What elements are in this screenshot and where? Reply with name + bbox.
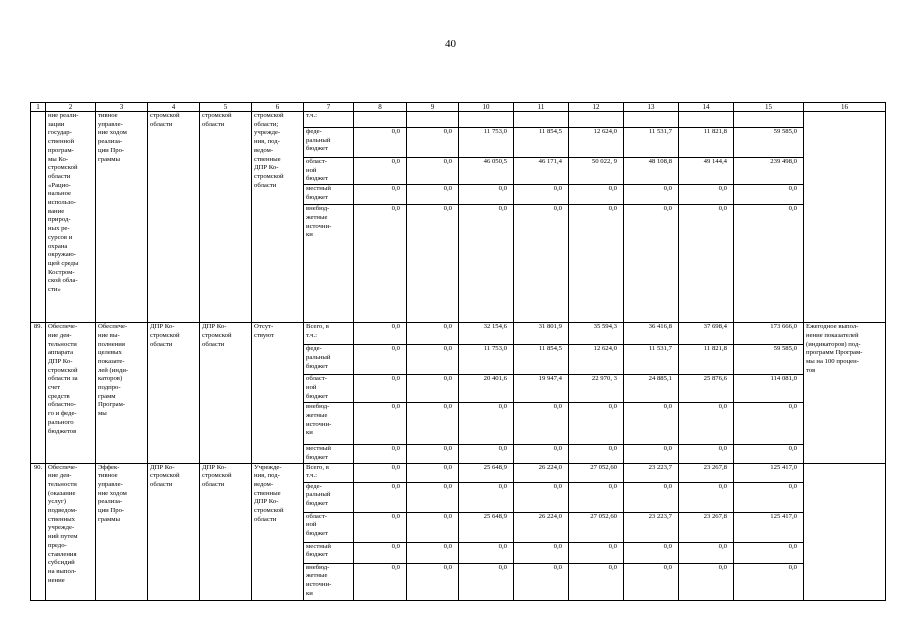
value-cell: 11 854,5	[514, 345, 569, 375]
value-cell: 0,0	[407, 482, 459, 512]
column-header: 16	[804, 103, 886, 112]
value-cell: 0,0	[459, 482, 514, 512]
value-cell: 0,0	[569, 482, 624, 512]
value-cell: 20 401,6	[459, 375, 514, 403]
funding-source-cell: Всего, в т.ч.:	[304, 323, 354, 345]
table-row	[31, 463, 886, 482]
value-cell: 0,0	[569, 542, 624, 563]
value-cell: 0,0	[407, 542, 459, 563]
result-cell: Ежегодное выпол- нение показателей (индикаторов) под- программ Програм- мы на 100 процен- тов	[804, 323, 886, 463]
value-cell: 0,0	[407, 205, 459, 323]
value-cell: 0,0	[624, 542, 679, 563]
participants-cell: Отсут- ствуют	[252, 323, 304, 463]
value-cell: 0,0	[459, 403, 514, 445]
value-cell: 35 594,3	[569, 323, 624, 345]
responsible-cell: стромской области	[148, 112, 200, 323]
value-cell: 46 050,5	[459, 158, 514, 185]
funding-source-cell: т.ч.:	[304, 112, 354, 128]
value-cell: 0,0	[624, 403, 679, 445]
value-cell: 0,0	[514, 185, 569, 205]
value-cell	[679, 112, 734, 128]
value-cell	[459, 112, 514, 128]
value-cell	[407, 112, 459, 128]
column-header: 11	[514, 103, 569, 112]
value-cell: 12 624,0	[569, 345, 624, 375]
value-cell: 46 171,4	[514, 158, 569, 185]
value-cell: 49 144,4	[679, 158, 734, 185]
column-header: 1	[31, 103, 46, 112]
header-row	[31, 103, 886, 112]
column-header: 7	[304, 103, 354, 112]
value-cell: 0,0	[679, 403, 734, 445]
value-cell: 0,0	[734, 563, 804, 600]
value-cell: 0,0	[624, 482, 679, 512]
value-cell: 0,0	[679, 563, 734, 600]
value-cell: 50 022, 9	[569, 158, 624, 185]
value-cell: 23 267,8	[679, 512, 734, 542]
value-cell: 11 821,8	[679, 345, 734, 375]
page-number: 40	[445, 38, 456, 50]
value-cell: 0,0	[514, 563, 569, 600]
funding-source-cell: местный бюджет	[304, 542, 354, 563]
row-number-cell: 89.	[31, 323, 46, 463]
value-cell: 0,0	[679, 542, 734, 563]
funding-source-cell: феде- ральный бюджет	[304, 345, 354, 375]
funding-source-cell: внебюд- жетные источни- ки	[304, 403, 354, 445]
value-cell: 0,0	[569, 445, 624, 463]
value-cell: 0,0	[569, 563, 624, 600]
value-cell: 0,0	[624, 205, 679, 323]
budget-table	[30, 102, 886, 601]
table-row	[31, 323, 886, 345]
value-cell: 0,0	[514, 403, 569, 445]
result-cell	[804, 112, 886, 323]
value-cell: 0,0	[354, 185, 407, 205]
event-name-cell: ние реали- зации государ- ственной програм- мы Ко- стромской области «Рацио- нальное использо- вание природ- ных ре- сурсов и охрана окружаю- щей среды Костром- ской обла- сти»	[46, 112, 96, 323]
value-cell	[734, 112, 804, 128]
value-cell: 0,0	[407, 345, 459, 375]
column-header: 6	[252, 103, 304, 112]
value-cell: 0,0	[407, 445, 459, 463]
value-cell: 36 416,8	[624, 323, 679, 345]
event-name-cell: Обеспече- ние дея- тельности аппарата ДПР Ко- стромской области за счет средств областно- го и феде- рального бюджетов	[46, 323, 96, 463]
value-cell: 173 666,0	[734, 323, 804, 345]
row-number-cell: 90.	[31, 463, 46, 600]
row-number-cell	[31, 112, 46, 323]
column-header: 3	[96, 103, 148, 112]
value-cell: 0,0	[354, 128, 407, 158]
value-cell: 24 885,1	[624, 375, 679, 403]
goal-cell: Обеспече- ние вы- полнения целевых показате- лей (инди- каторов) подпро- грамм Програм- мы	[96, 323, 148, 463]
value-cell: 22 970, 3	[569, 375, 624, 403]
value-cell: 0,0	[514, 205, 569, 323]
participants-cell: Учрежде- ния, под- ведом- ственные ДПР Ко- стромской области	[252, 463, 304, 600]
value-cell: 0,0	[679, 482, 734, 512]
value-cell: 59 585,0	[734, 345, 804, 375]
column-header: 4	[148, 103, 200, 112]
value-cell: 0,0	[459, 185, 514, 205]
value-cell: 11 531,7	[624, 345, 679, 375]
value-cell: 0,0	[354, 403, 407, 445]
column-header: 12	[569, 103, 624, 112]
participants-cell: стромской области; учрежде- ния, под- ведом- ственные ДПР Ко- стромской области	[252, 112, 304, 323]
value-cell: 0,0	[679, 185, 734, 205]
value-cell: 0,0	[354, 375, 407, 403]
column-header: 14	[679, 103, 734, 112]
value-cell: 0,0	[354, 563, 407, 600]
value-cell: 59 585,0	[734, 128, 804, 158]
coordinator-cell: ДПР Ко- стромской области	[200, 463, 252, 600]
value-cell: 0,0	[354, 323, 407, 345]
value-cell: 0,0	[734, 403, 804, 445]
funding-source-cell: Всего, в т.ч.:	[304, 463, 354, 482]
value-cell: 23 223,7	[624, 463, 679, 482]
value-cell: 0,0	[514, 482, 569, 512]
value-cell: 0,0	[734, 445, 804, 463]
value-cell: 12 624,0	[569, 128, 624, 158]
value-cell: 0,0	[407, 375, 459, 403]
funding-source-cell: местный бюджет	[304, 185, 354, 205]
column-header: 9	[407, 103, 459, 112]
funding-source-cell: област- ной бюджет	[304, 375, 354, 403]
responsible-cell: ДПР Ко- стромской области	[148, 463, 200, 600]
value-cell: 23 223,7	[624, 512, 679, 542]
value-cell: 0,0	[624, 563, 679, 600]
value-cell: 0,0	[407, 158, 459, 185]
value-cell: 37 698,4	[679, 323, 734, 345]
column-header: 10	[459, 103, 514, 112]
value-cell: 27 052,60	[569, 512, 624, 542]
value-cell: 0,0	[407, 463, 459, 482]
goal-cell: Эффек- тивное управле- ние ходом реализа- ции Про- граммы	[96, 463, 148, 600]
value-cell: 25 648,9	[459, 512, 514, 542]
funding-source-cell: внебюд- жетные источни- ки	[304, 205, 354, 323]
table-row	[31, 112, 886, 128]
value-cell: 0,0	[354, 512, 407, 542]
value-cell: 26 224,0	[514, 463, 569, 482]
value-cell: 0,0	[459, 445, 514, 463]
value-cell: 0,0	[734, 542, 804, 563]
coordinator-cell: ДПР Ко- стромской области	[200, 323, 252, 463]
value-cell: 0,0	[459, 542, 514, 563]
value-cell: 0,0	[734, 482, 804, 512]
value-cell: 25 648,9	[459, 463, 514, 482]
value-cell: 125 417,0	[734, 512, 804, 542]
funding-source-cell: феде- ральный бюджет	[304, 128, 354, 158]
value-cell: 0,0	[354, 482, 407, 512]
column-header: 2	[46, 103, 96, 112]
value-cell: 239 498,0	[734, 158, 804, 185]
value-cell: 11 753,0	[459, 128, 514, 158]
value-cell: 0,0	[407, 185, 459, 205]
value-cell: 0,0	[624, 445, 679, 463]
value-cell: 0,0	[459, 563, 514, 600]
value-cell	[354, 112, 407, 128]
value-cell: 31 801,9	[514, 323, 569, 345]
column-header: 8	[354, 103, 407, 112]
goal-cell: тивное управле- ние ходом реализа- ции Про- граммы	[96, 112, 148, 323]
value-cell: 0,0	[354, 542, 407, 563]
value-cell: 11 531,7	[624, 128, 679, 158]
coordinator-cell: стромской области	[200, 112, 252, 323]
value-cell: 0,0	[459, 205, 514, 323]
value-cell: 0,0	[407, 512, 459, 542]
funding-source-cell: внебюд- жетные источни- ки	[304, 563, 354, 600]
value-cell: 0,0	[624, 185, 679, 205]
value-cell: 0,0	[569, 403, 624, 445]
value-cell: 0,0	[679, 445, 734, 463]
value-cell: 0,0	[354, 445, 407, 463]
value-cell: 0,0	[354, 463, 407, 482]
value-cell: 0,0	[407, 128, 459, 158]
value-cell	[569, 112, 624, 128]
value-cell: 0,0	[569, 185, 624, 205]
value-cell: 11 854,5	[514, 128, 569, 158]
funding-source-cell: местный бюджет	[304, 445, 354, 463]
value-cell: 0,0	[407, 563, 459, 600]
value-cell	[624, 112, 679, 128]
event-name-cell: Обеспече- ние дея- тельности (оказание услуг) подведом- ственных учрежде- ний путем предо- ставления субсидий на выпол- нение	[46, 463, 96, 600]
value-cell: 0,0	[734, 185, 804, 205]
value-cell: 26 224,0	[514, 512, 569, 542]
value-cell: 125 417,0	[734, 463, 804, 482]
value-cell: 11 753,0	[459, 345, 514, 375]
funding-source-cell: област- ной бюджет	[304, 512, 354, 542]
value-cell: 11 821,8	[679, 128, 734, 158]
value-cell	[514, 112, 569, 128]
value-cell: 0,0	[354, 158, 407, 185]
value-cell: 114 081,0	[734, 375, 804, 403]
value-cell: 32 154,6	[459, 323, 514, 345]
responsible-cell: ДПР Ко- стромской области	[148, 323, 200, 463]
value-cell: 48 108,8	[624, 158, 679, 185]
value-cell: 0,0	[569, 205, 624, 323]
value-cell: 0,0	[514, 445, 569, 463]
value-cell: 25 876,6	[679, 375, 734, 403]
value-cell: 0,0	[514, 542, 569, 563]
value-cell: 0,0	[679, 205, 734, 323]
value-cell: 0,0	[734, 205, 804, 323]
value-cell: 0,0	[407, 323, 459, 345]
value-cell: 27 052,60	[569, 463, 624, 482]
column-header: 5	[200, 103, 252, 112]
result-cell	[804, 463, 886, 600]
value-cell: 19 947,4	[514, 375, 569, 403]
funding-source-cell: феде- ральный бюджет	[304, 482, 354, 512]
funding-source-cell: област- ной бюджет	[304, 158, 354, 185]
value-cell: 0,0	[407, 403, 459, 445]
column-header: 13	[624, 103, 679, 112]
column-header: 15	[734, 103, 804, 112]
value-cell: 0,0	[354, 205, 407, 323]
value-cell: 23 267,8	[679, 463, 734, 482]
value-cell: 0,0	[354, 345, 407, 375]
